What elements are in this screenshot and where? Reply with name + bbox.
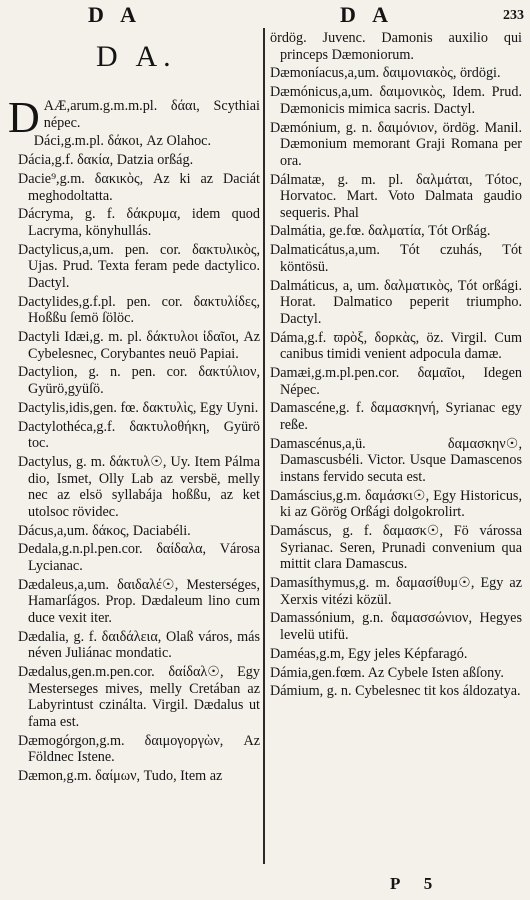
dictionary-entry: Dacie⁹,g.m. δακικὸς, Az ki az Daciát meghodoltatta. [18, 170, 260, 204]
dictionary-entry: Dædalia, g. f. δαιδάλεια, Olaß város, más néven Juliánac mondatic. [18, 628, 260, 662]
dictionary-entry: Damassónium, g.n. δαμασσώνιον, Hegyes levelü utifü. [270, 610, 522, 643]
column-divider [263, 28, 265, 864]
dictionary-entry: Dedala,g.n.pl.pen.cor. δαίδαλα, Városa Lycianac. [18, 541, 260, 574]
dictionary-entry: Dactyli Idæi,g. m. pl. δάκτυλοι ἰδαῖοι, Az Cybelesnec, Corybantes neuö Papiai. [18, 329, 260, 362]
section-title: D A. [96, 40, 177, 73]
signature-mark: P 5 [390, 874, 443, 893]
dictionary-entry: Dalmátia, ge.fœ. δαλματία, Tót Orßág. [270, 223, 491, 240]
right-column [270, 30, 522, 702]
dictionary-entry: Daméas,g.m, Egy jeles Képfaragó. [270, 645, 468, 662]
dictionary-entry: Dæmoníacus,a,um. δαιμονιακὸς, ördögi. [270, 65, 501, 82]
dictionary-entry: Dactylicus,a,um. pen. cor. δακτυλικὸς, Ujas. Prud. Texta feram pede dactylico. Dactyl. [18, 241, 260, 291]
dictionary-entry: Damæi,g.m.pl.pen.cor. δαμαῖοι, Idegen Népec. [270, 364, 522, 398]
dictionary-entry: Dactylides,g.f.pl. pen. cor. δακτυλίδες, Hoßßu ſemö ſölöc. [18, 293, 260, 327]
dictionary-entry: Dædalus,gen.m.pen.cor. δαίδαλ☉, Egy Mesterseges mives, melly Cretában az Labyrintust czinálta. Virgil. Dædalus ut fama est. [18, 664, 260, 730]
dictionary-entry: Damascéne,g. f. δαμασκηνή, Syrianac egy reße. [270, 400, 522, 433]
right-entry-list [270, 30, 522, 700]
dictionary-entry: Dálmatæ, g. m. pl. δαλμάται, Tótoc, Horvatoc. Mart. Voto Dalmata gaudio sequeris. Phal [270, 171, 522, 221]
left-column [8, 93, 260, 787]
left-entry-list [18, 133, 260, 784]
running-head-left: D A [88, 2, 143, 27]
drop-cap: D [8, 93, 40, 142]
dictionary-entry: Dáci,g.m.pl. δάκοι, Az Olahoc. [33, 133, 212, 150]
running-head-right: D A [340, 2, 395, 27]
dictionary-entry: Dæmónium, g. n. δαιμόνιον, ördög. Manil. Dæmonium memorant Graji Romana per ora. [270, 119, 522, 169]
dictionary-entry: Dæmogórgon,g.m. δαιμογοργὼν, Az Földnec Istene. [18, 732, 260, 766]
dictionary-entry: Dactylion, g. n. pen. cor. δακτύλιον, Gyürö,gyüſö. [18, 364, 260, 397]
dictionary-entry: Damasíthymus,g. m. δαμασίθυμ☉, Egy az Xerxis vitézi közül. [270, 575, 522, 608]
dictionary-entry: Dalmáticus, a, um. δαλματικὸς, Tót orßági. Horat. Dalmatico peperit triumpho. Dactyl. [270, 277, 522, 327]
dictionary-entry: Damascénus,a,ü. δαμασκην☉, Damascusbéli. Victor. Usque Damascenos instans fervido secuta est. [270, 435, 522, 485]
dictionary-entry: Damáscus, g. f. δαμασκ☉, Fö várossa Syrianac. Seren, Prunadi convenium qua mittit clara Damascus. [270, 523, 522, 573]
dictionary-entry: Dalmaticátus,a,um. Tót czuhás, Tót köntösü. [270, 242, 522, 275]
dictionary-entry: ördög. Juvenc. Damonis auxilio qui princeps Dæmoniorum. [270, 30, 522, 63]
entry-text: AÆ,arum.g.m.m.pl. δάαι, Scythiai népec. [43, 98, 260, 131]
dictionary-entry: Dædaleus,a,um. δαιδαλέ☉, Mesterséges, Hamarſágos. Prop. Dædaleum lino cum duce vexit iter. [18, 576, 260, 626]
dictionary-entry: Dactylis,idis,gen. fœ. δακτυλὶς, Egy Uyni. [18, 399, 259, 416]
dictionary-entry: Dácryma, g. f. δάκρυμα, idem quod Lacryma, könyhullás. [18, 206, 260, 239]
dictionary-entry: Dactylus, g. m. δάκτυλ☉, Uy. Item Pálma dio, Ismet, Olly Lab az versbë, melly nec az elsö syllabája hoßßu, az ket utolsoc rövidec. [18, 453, 260, 520]
dictionary-entry: Dactylothéca,g.f. δακτυλοθήκη, Gyürö toc. [18, 418, 260, 452]
dictionary-entry: Dámium, g. n. Cybelesnec tit kos áldozatya. [270, 683, 521, 700]
dictionary-entry: Dáma,g.f. ϖρὸξ, δορκὰς, öz. Virgil. Cum canibus timidi venient adpocula damæ. [270, 329, 522, 363]
dictionary-entry: Dæmónicus,a,um. δαιμονικὸς, Idem. Prud. Dæmonicis mimica sacris. Dactyl. [270, 84, 522, 117]
dictionary-entry: Dácia,g.f. δακία, Datzia orßág. [18, 152, 194, 169]
page-number: 233 [503, 8, 524, 23]
dictionary-entry: Dácus,a,um. δάκος, Daciabéli. [18, 522, 191, 539]
dictionary-entry: Dámia,gen.fœm. Az Cybele Isten aßſony. [270, 664, 504, 681]
dictionary-entry: Dæmon,g.m. δαίμων, Tudo, Item az [18, 767, 223, 784]
dictionary-entry: Damáscius,g.m. δαμάσκι☉, Egy Historicus, ki az Görög Orßági dolgokrolirt. [270, 487, 522, 521]
